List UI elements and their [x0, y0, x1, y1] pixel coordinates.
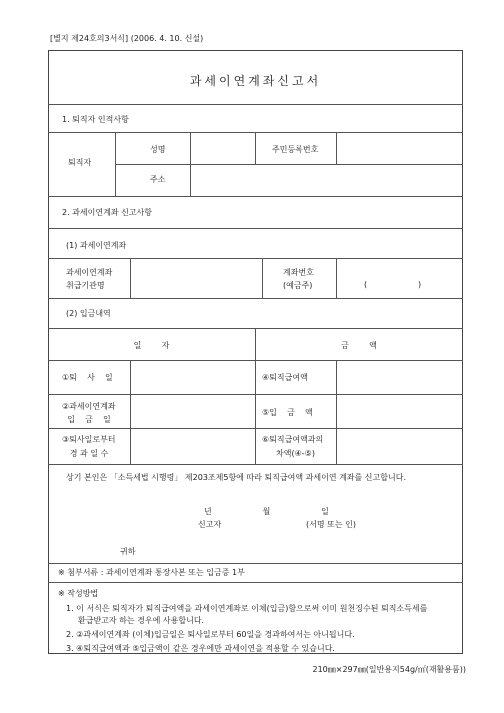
declaration-text: 상기 본인은 「소득세법 시행령」 제203조제5항에 따라 퇴직급여액 과세이연 계좌를 신고합니다.: [66, 473, 406, 482]
form-title: 과세이연계좌신고서: [189, 74, 322, 88]
form-number-note: [별지 제24호의3서식] (2006. 4. 10. 신설): [50, 34, 204, 43]
divider: [255, 132, 256, 164]
elapsed-days-label: 경 과 일 수: [69, 449, 109, 458]
divider: [48, 298, 463, 299]
divider: [48, 464, 463, 465]
instruction-item: 3. ④퇴직급여액과 ⑤입금액이 같은 경우에만 과세이연을 적용할 수 있습니다.: [66, 644, 335, 653]
deposit-date-label: 입 금 일: [67, 415, 111, 424]
signature-label: (서명 또는 인): [306, 520, 356, 529]
addressee: 귀하: [120, 547, 136, 556]
account-number-label: 계좌번호: [283, 268, 314, 277]
date-header: 일 자: [133, 341, 170, 350]
deposit-date-label: ②과세이연계좌: [62, 402, 116, 411]
divider: [255, 328, 256, 464]
divider: [48, 258, 463, 259]
reporter-label: 신고자: [198, 520, 222, 529]
address-label: 주소: [150, 175, 166, 184]
section1-heading: 1. 퇴직자 인적사항: [62, 115, 129, 124]
instructions-heading: ※ 작성방법: [58, 589, 99, 598]
amount-header: 금 액: [341, 341, 377, 350]
section2-heading: 2. 과세이연계좌 신고사항: [62, 208, 152, 217]
date-line: 년 월 일: [204, 507, 329, 516]
divider: [48, 228, 463, 229]
divider: [48, 582, 463, 583]
divider: [336, 258, 337, 298]
divider: [262, 258, 263, 298]
retirement-pay-label: ④퇴직급여액: [262, 373, 308, 382]
institution-label: 취급기관명: [66, 281, 105, 290]
divider: [48, 196, 463, 197]
retirement-date-label: ①퇴 사 일: [62, 373, 113, 382]
divider: [115, 164, 463, 165]
divider: [48, 104, 463, 105]
account-holder-paren: ( ): [364, 280, 422, 289]
divider: [130, 360, 131, 464]
elapsed-days-label: ③퇴사일로부터: [62, 435, 116, 444]
account-subheading: (1) 과세이연계좌: [66, 241, 127, 250]
instruction-item: 1. 이 서식은 퇴직자가 퇴직급여액을 과세이연계좌로 이체(입금)함으로써 이미 원천징수된 퇴직소득세를: [66, 604, 428, 613]
divider: [336, 360, 337, 464]
difference-label: ⑥퇴직급여액과의: [262, 435, 324, 444]
difference-label: 차액(④-⑤): [276, 449, 315, 458]
instruction-item: 환급받고자 하는 경우에 사용합니다.: [78, 616, 205, 625]
rrn-label: 주민등록번호: [272, 145, 319, 154]
attachment-note: ※ 첨부서류 : 과세이연계좌 통장사본 또는 입금증 1부: [58, 568, 245, 577]
paper-spec-footer: 210㎜×297㎜(일반용지54g/㎡(재활용품)): [312, 665, 466, 674]
divider: [48, 428, 463, 429]
account-number-label: (예금주): [283, 281, 313, 290]
name-label: 성명: [150, 145, 166, 154]
institution-label: 과세이연계좌: [66, 268, 113, 277]
divider: [130, 258, 131, 298]
divider: [336, 132, 337, 164]
deposit-subheading: (2) 입금내역: [66, 309, 111, 318]
retiree-label: 퇴직자: [68, 158, 92, 167]
instruction-item: 2. ②과세이연계좌 (이체)입금일은 퇴사일로부터 60일을 경과하여서는 아니됩니다.: [66, 630, 355, 639]
divider: [48, 563, 463, 564]
deposit-amount-label: ⑤입 금 액: [262, 408, 313, 417]
divider: [48, 394, 463, 395]
